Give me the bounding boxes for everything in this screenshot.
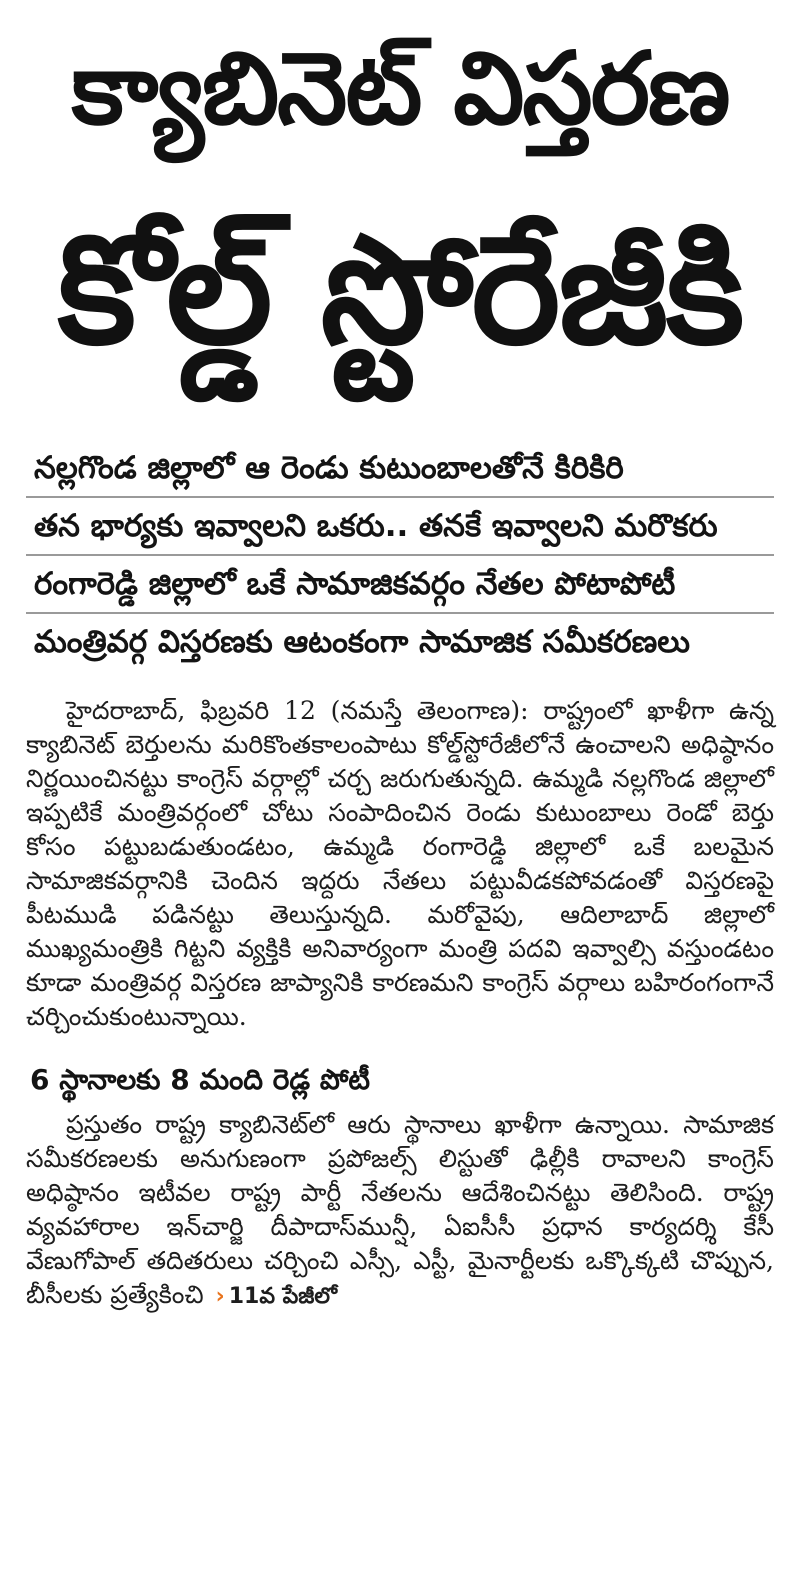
deck-line-2: తన భార్యకు ఇవ్వాలని ఒకరు.. తనకే ఇవ్వాలని మరొకరు <box>26 498 774 556</box>
headline-line-1: క్యాబినెట్ విస్తరణ <box>71 30 729 147</box>
headline-line-2: కోల్డ్ స్టోరేజీకి <box>57 204 743 378</box>
article-paragraph-2-text: ప్రస్తుతం రాష్ట్ర క్యాబినెట్‌లో ఆరు స్థానాలు ఖాళీగా ఉన్నాయి. సామాజిక సమీకరణలకు అనుగుణంగా ప్రపోజల్స్ లిస్టుతో ఢిల్లీకి రావాలని కాంగ్రెస్ అధిష్ఠానం ఇటీవల రాష్ట్ర పార్టీ నేతలను ఆదేశించినట్టు తెలిసింది. రాష్ట్ర వ్యవహారాల ఇన్‌చార్జి దీపాదాస్‌మున్షీ, ఏఐసీసీ ప్రధాన కార్యదర్శి కేసీ వేణుగోపాల్ తదితరులు చర్చించి ఎస్సీ, ఎస్టీ, మైనార్టీలకు ఒక్కొక్కటి చొప్పున, బీసీలకు ప్రత్యేకించి <box>26 1110 774 1309</box>
deck-line-3: రంగారెడ్డి జిల్లాలో ఒకే సామాజికవర్గం నేతల పోటాపోటీ <box>26 556 774 614</box>
article-paragraph-1: హైదరాబాద్, ఫిబ్రవరి 12 (నమస్తే తెలంగాణ): రాష్ట్రంలో ఖాళీగా ఉన్న క్యాబినెట్ బెర్తులను మరికొంతకాలంపాటు కోల్డ్‌స్టోరేజీలోనే ఉంచాలని అధిష్ఠానం నిర్ణయించినట్టు కాంగ్రెస్ వర్గాల్లో చర్చ జరుగుతున్నది. ఉమ్మడి నల్లగొండ జిల్లాలో ఇప్పటికే మంత్రివర్గంలో చోటు సంపాదించిన రెండు కుటుంబాలు రెండో బెర్తు కోసం పట్టుబడుతుండటం, ఉమ్మడి రంగారెడ్డి జిల్లాలో ఒకే బలమైన సామాజికవర్గానికి చెందిన ఇద్దరు నేతలు పట్టువీడకపోవడంతో విస్తరణపై పీటముడి పడినట్టు తెలుస్తున్నది. మరోవైపు, ఆదిలాబాద్ జిల్లాలో ముఖ్యమంత్రికి గిట్టని వ్యక్తికి అనివార్యంగా మంత్రి పదవి ఇవ్వాల్సి వస్తుండటం కూడా మంత్రివర్గ విస్తరణ జాప్యానికి కారణమని కాంగ్రెస్ వర్గాలు బహిరంగంగానే చర్చించుకుంటున్నాయి. <box>26 696 774 1031</box>
deck-line-4: మంత్రివర్గ విస్తరణకు ఆటంకంగా సామాజిక సమీకరణలు <box>34 624 690 660</box>
article-paragraph-2 <box>26 1108 774 1314</box>
continued-on-page-label: 11వ పేజీలో <box>228 1284 337 1309</box>
deck-headlines <box>26 440 774 670</box>
chevron-right-icon: › <box>215 1284 225 1309</box>
continued-on-page-link[interactable] <box>216 1280 337 1314</box>
article-subheading: 6 స్థానాలకు 8 మంది రెడ్ల పోటీ <box>30 1063 370 1096</box>
deck-line-1: నల్లగొండ జిల్లాలో ఆ రెండు కుటుంబాలతోనే కిరికిరి <box>26 440 774 498</box>
